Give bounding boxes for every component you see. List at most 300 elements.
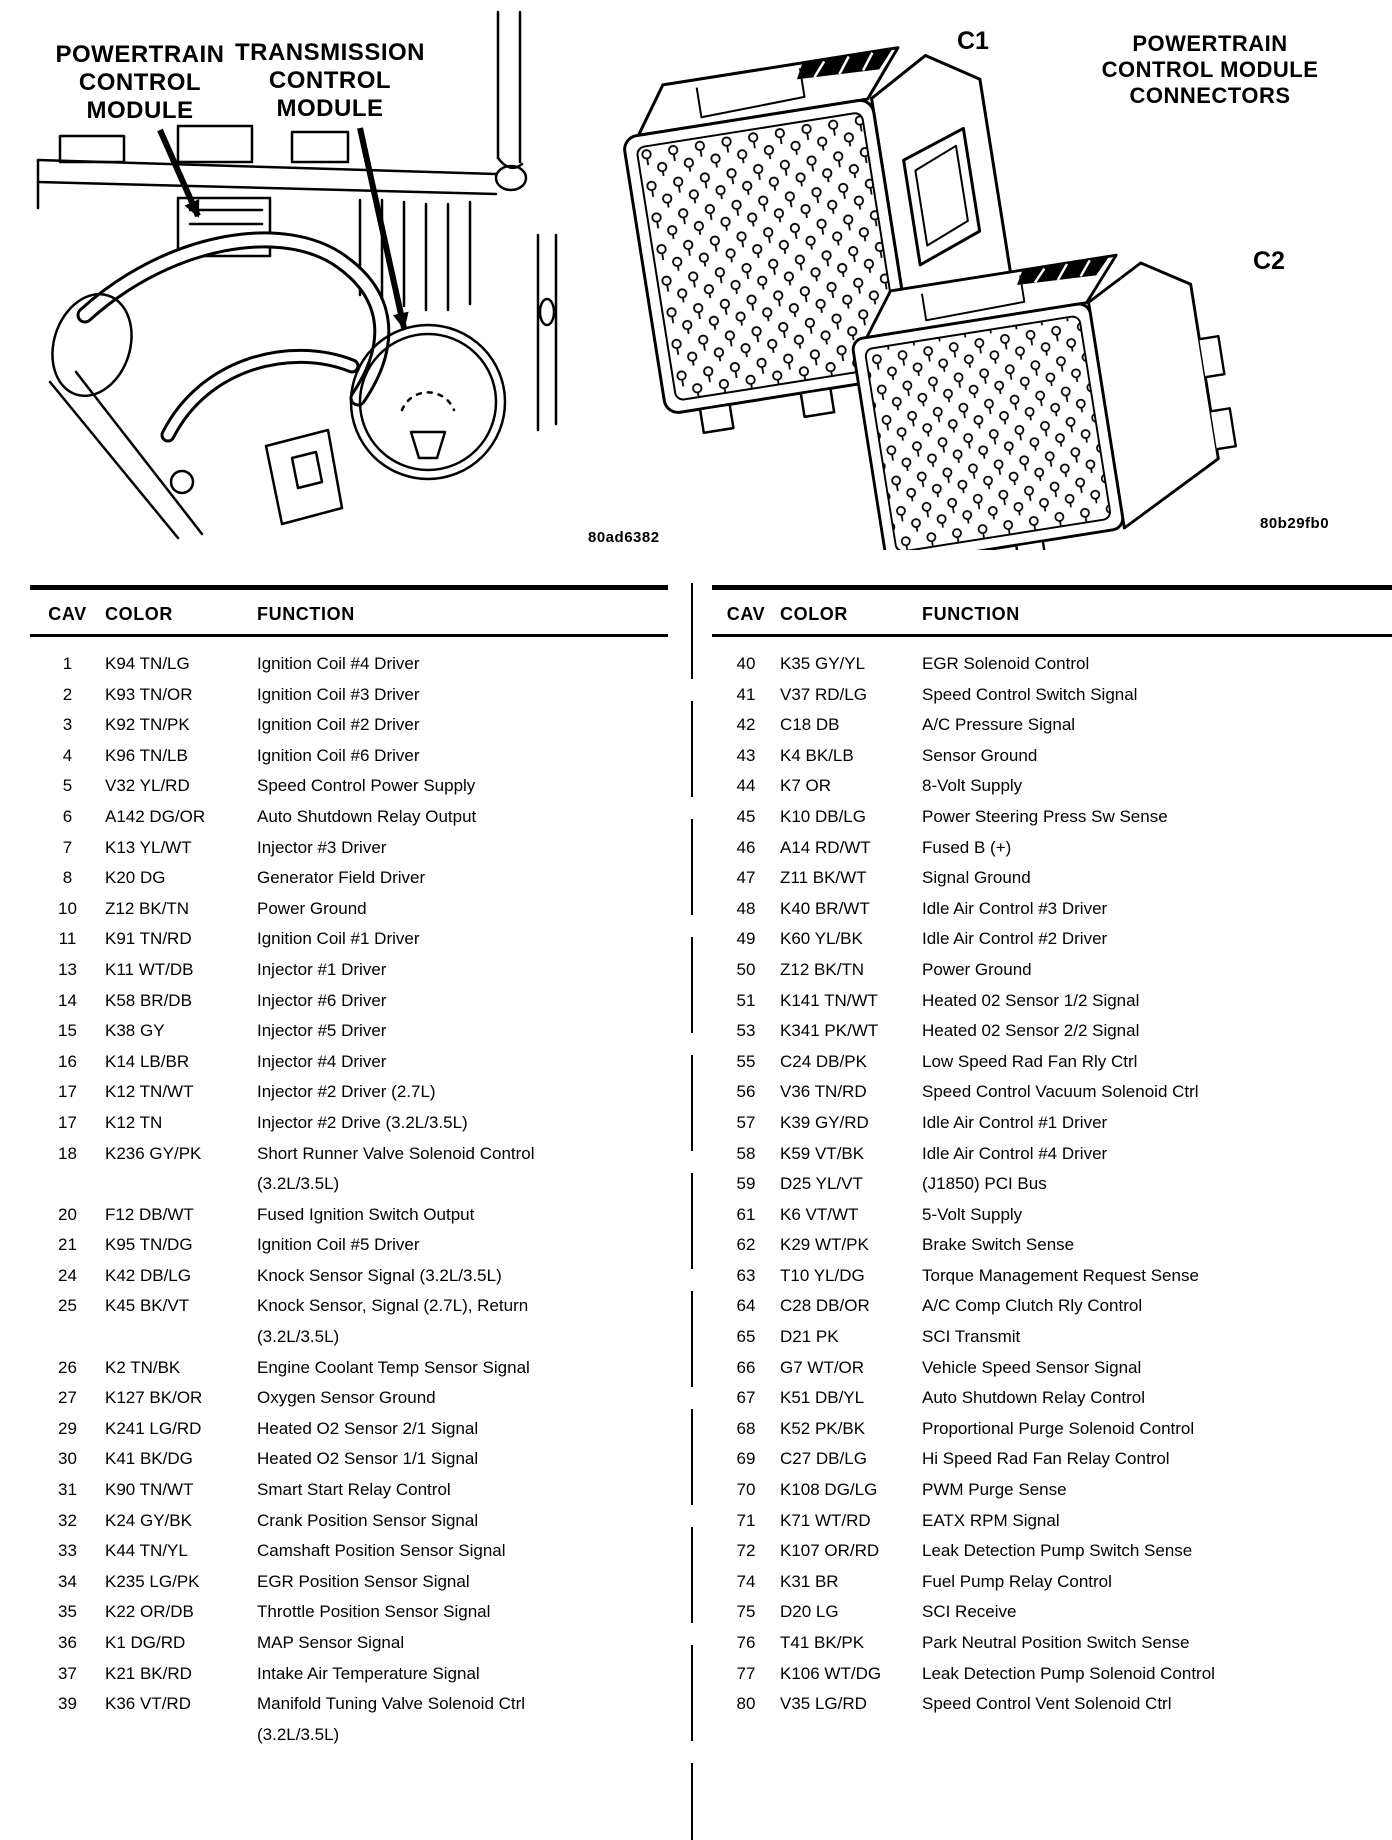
function-text: Heated O2 Sensor 1/1 Signal (257, 1449, 479, 1469)
function-text: Low Speed Rad Fan Rly Ctrl (922, 1051, 1138, 1071)
function-cell (922, 955, 1392, 986)
function-cell (257, 1047, 668, 1078)
wire-color: K11 WT/DB (105, 959, 194, 979)
function-text: EATX RPM Signal (922, 1510, 1060, 1530)
cav-value: 70 (736, 1480, 756, 1500)
function-text: Speed Control Vacuum Solenoid Ctrl (922, 1082, 1199, 1102)
function-text: Idle Air Control #1 Driver (922, 1112, 1108, 1132)
cav-value: 66 (736, 1357, 756, 1377)
table-row (30, 1139, 668, 1200)
wire-color: K44 TN/YL (105, 1541, 188, 1561)
function-cell (257, 1261, 668, 1292)
function-cell (922, 1291, 1392, 1322)
wire-color: K41 BK/DG (105, 1449, 193, 1469)
engine-bay-drawing (30, 10, 678, 550)
table-row (30, 1414, 668, 1445)
wire-color: D25 YL/VT (780, 1174, 863, 1194)
table-row (712, 1077, 1392, 1108)
header-cav: CAV (48, 604, 87, 624)
cav-value: 32 (58, 1510, 77, 1530)
table-row (30, 833, 668, 864)
table-row (712, 1016, 1392, 1047)
table-header (30, 590, 668, 634)
function-cell (257, 1689, 668, 1750)
cav-value: 76 (736, 1633, 756, 1652)
table-row (30, 680, 668, 711)
cav-value: 41 (736, 684, 756, 704)
table-row (30, 1383, 668, 1414)
function-text: Power Ground (922, 959, 1032, 979)
cav-value: 8 (62, 868, 73, 888)
function-cell (922, 1200, 1392, 1231)
table-row (712, 1139, 1392, 1170)
wire-color: K10 DB/LG (780, 806, 866, 826)
function-cell (922, 1383, 1392, 1414)
function-cell (257, 1016, 668, 1047)
function-cell (257, 1567, 668, 1598)
wire-color: K39 GY/RD (780, 1112, 869, 1132)
function-text: Torque Management Request Sense (922, 1265, 1199, 1285)
function-cell (257, 1506, 668, 1537)
figure-number-left: 80ad6382 (588, 529, 660, 546)
function-text: Intake Air Temperature Signal (257, 1663, 480, 1683)
cav-value: 34 (58, 1571, 77, 1591)
wire-color: Z11 BK/WT (780, 868, 867, 888)
wire-color: K40 BR/WT (780, 898, 870, 918)
wire-color: K95 TN/DG (105, 1235, 193, 1255)
table-row (712, 1475, 1392, 1506)
wire-color: K45 BK/VT (105, 1296, 190, 1316)
cav-value: 21 (58, 1235, 77, 1255)
table-row (712, 1689, 1392, 1720)
table-row (712, 1291, 1392, 1322)
function-text: SCI Receive (922, 1602, 1017, 1622)
function-text: A/C Comp Clutch Rly Control (922, 1296, 1143, 1316)
function-cell (922, 1108, 1392, 1139)
function-cell (922, 1536, 1392, 1567)
cav-value: 37 (58, 1663, 77, 1683)
table-row (30, 1261, 668, 1292)
wire-color: C18 DB (780, 715, 840, 735)
function-text: Smart Start Relay Control (257, 1480, 451, 1500)
function-text: Ignition Coil #1 Driver (257, 929, 420, 949)
function-text: Short Runner Valve Solenoid Control (257, 1143, 535, 1163)
wire-color: K93 TN/OR (105, 684, 193, 704)
wire-color: G7 WT/OR (780, 1357, 865, 1377)
svg-text:POWERTRAIN: POWERTRAIN (1132, 31, 1288, 56)
wire-color: K38 GY (105, 1021, 165, 1041)
function-cell (257, 863, 668, 894)
wire-color: K236 GY/PK (105, 1143, 202, 1163)
function-text: Crank Position Sensor Signal (257, 1510, 479, 1530)
wire-color: D21 PK (780, 1327, 839, 1347)
function-text: Idle Air Control #4 Driver (922, 1143, 1108, 1163)
cav-value: 3 (62, 715, 73, 735)
function-cell (257, 894, 668, 925)
function-cell (257, 1291, 668, 1352)
function-text: Power Steering Press Sw Sense (922, 806, 1168, 826)
function-text: Fused Ignition Switch Output (257, 1204, 475, 1224)
wire-color: K71 WT/RD (780, 1510, 871, 1530)
cav-value: 6 (62, 806, 73, 826)
function-cell (257, 1139, 668, 1200)
figure-number-right: 80b29fb0 (1260, 515, 1330, 532)
figure-pcm-connectors (615, 5, 1392, 550)
function-text: Ignition Coil #2 Driver (257, 715, 420, 735)
cav-value: 44 (736, 776, 756, 796)
table-row (712, 741, 1392, 772)
wire-color: K90 TN/WT (105, 1480, 194, 1500)
pinout-table-c2 (712, 585, 1392, 1720)
cav-value: 27 (58, 1388, 77, 1408)
table-row (712, 1108, 1392, 1139)
function-text: Speed Control Power Supply (257, 776, 476, 796)
function-cell (922, 894, 1392, 925)
svg-text:POWERTRAIN: POWERTRAIN (55, 41, 225, 68)
table-row (712, 680, 1392, 711)
cav-value: 20 (58, 1204, 77, 1224)
function-text: Auto Shutdown Relay Output (257, 806, 477, 826)
table-row (30, 1475, 668, 1506)
function-cell (257, 1628, 668, 1659)
header-cav: CAV (726, 604, 766, 624)
cav-value: 14 (58, 990, 77, 1010)
function-text: Power Ground (257, 898, 367, 918)
wire-color: K341 PK/WT (780, 1021, 879, 1041)
function-cell (922, 1139, 1392, 1170)
table-row (30, 1230, 668, 1261)
function-cell (922, 1077, 1392, 1108)
table-row (712, 986, 1392, 1017)
cav-value: 53 (736, 1021, 756, 1041)
function-text: Idle Air Control #2 Driver (922, 929, 1108, 949)
table-row (712, 802, 1392, 833)
cav-value: 35 (58, 1602, 77, 1622)
table-row (30, 802, 668, 833)
wire-color: K59 VT/BK (780, 1143, 865, 1163)
cav-value: 71 (736, 1510, 756, 1530)
cav-value: 61 (736, 1204, 756, 1224)
cav-value: 16 (58, 1051, 77, 1071)
function-cell (922, 1444, 1392, 1475)
wire-color: K21 BK/RD (105, 1663, 192, 1683)
cav-value: 57 (736, 1112, 756, 1132)
function-text: Heated 02 Sensor 2/2 Signal (922, 1021, 1140, 1041)
table-row (712, 1659, 1392, 1690)
function-text: PWM Purge Sense (922, 1480, 1067, 1500)
wire-color: K29 WT/PK (780, 1235, 869, 1255)
wire-color: V36 TN/RD (780, 1082, 867, 1102)
wire-color: K107 OR/RD (780, 1541, 880, 1561)
function-text: Proportional Purge Solenoid Control (922, 1418, 1195, 1438)
function-text: Injector #3 Driver (257, 837, 387, 857)
function-text: Fused B (+) (922, 837, 1012, 857)
header-color: COLOR (780, 604, 848, 624)
function-cell (257, 833, 668, 864)
cav-value: 56 (736, 1082, 756, 1102)
function-text: Knock Sensor Signal (3.2L/3.5L) (257, 1265, 502, 1285)
function-text: Oxygen Sensor Ground (257, 1388, 436, 1408)
wire-color: V32 YL/RD (105, 776, 190, 796)
wire-color: K24 GY/BK (105, 1510, 192, 1530)
function-cell (257, 1108, 668, 1139)
table-row (30, 1077, 668, 1108)
wire-color: K91 TN/RD (105, 929, 192, 949)
function-cell (922, 986, 1392, 1017)
wire-color: K58 BR/DB (105, 990, 192, 1010)
function-cell (257, 924, 668, 955)
wire-color: K35 GY/YL (780, 654, 866, 673)
wire-color: K92 TN/PK (105, 715, 190, 735)
function-cell (922, 802, 1392, 833)
wire-color: K60 YL/BK (780, 929, 863, 949)
function-cell (922, 771, 1392, 802)
function-cell (922, 741, 1392, 772)
table-row (30, 1597, 668, 1628)
wire-color: K42 DB/LG (105, 1265, 191, 1285)
wire-color: A142 DG/OR (105, 806, 206, 826)
function-cell (922, 1567, 1392, 1598)
powertrain-control-module-label (56, 41, 225, 124)
cav-value: 69 (736, 1449, 756, 1469)
cav-value: 77 (736, 1663, 756, 1683)
table-row (30, 1689, 668, 1750)
table-row (712, 924, 1392, 955)
function-text: Camshaft Position Sensor Signal (257, 1541, 506, 1561)
table-row (30, 710, 668, 741)
wire-color: K96 TN/LB (105, 745, 188, 765)
connectors-drawing (615, 5, 1392, 550)
table-row (30, 1108, 668, 1139)
function-cell (922, 1659, 1392, 1690)
cav-value: 4 (62, 745, 73, 765)
wire-color: K20 DG (105, 868, 166, 888)
table-row (712, 1444, 1392, 1475)
function-cell (257, 649, 668, 680)
function-text: Injector #1 Driver (257, 959, 387, 979)
function-cell (922, 1169, 1392, 1200)
table-row (30, 1047, 668, 1078)
table-body (712, 637, 1392, 1720)
wire-color: K12 TN (105, 1112, 163, 1132)
connector-c2-drawing (845, 241, 1249, 550)
function-cell (922, 924, 1392, 955)
function-cell (257, 1536, 668, 1567)
wire-color: K94 TN/LG (105, 654, 190, 673)
table-header (712, 590, 1392, 634)
wire-color: C28 DB/OR (780, 1296, 870, 1316)
cav-value: 68 (736, 1418, 756, 1438)
table-row (30, 771, 668, 802)
cav-value: 80 (736, 1694, 756, 1714)
svg-text:CONTROL: CONTROL (268, 67, 392, 94)
cav-value: 29 (58, 1418, 77, 1438)
cav-value: 51 (736, 990, 756, 1010)
header-function: FUNCTION (257, 604, 355, 624)
table-row (712, 894, 1392, 925)
cav-value: 62 (736, 1235, 756, 1255)
svg-text:MODULE: MODULE (86, 97, 194, 124)
function-cell (922, 1016, 1392, 1047)
function-text: Auto Shutdown Relay Control (922, 1388, 1146, 1408)
wire-color: K22 OR/DB (105, 1602, 194, 1622)
table-row (30, 955, 668, 986)
table-row (712, 1414, 1392, 1445)
wire-color: V37 RD/LG (780, 684, 867, 704)
function-cell (257, 710, 668, 741)
function-cell (922, 1230, 1392, 1261)
cav-value: 67 (736, 1388, 756, 1408)
function-cell (922, 1689, 1392, 1720)
wire-color: T41 BK/PK (780, 1633, 865, 1652)
wire-color: Z12 BK/TN (105, 898, 190, 918)
function-text: Ignition Coil #3 Driver (257, 684, 420, 704)
function-cell (922, 863, 1392, 894)
table-row (712, 1536, 1392, 1567)
function-cell (922, 1628, 1392, 1659)
table-row (30, 1659, 668, 1690)
function-cell (922, 680, 1392, 711)
svg-text:TRANSMISSION: TRANSMISSION (234, 39, 426, 66)
cav-value: 55 (736, 1051, 756, 1071)
cav-value: 64 (736, 1296, 756, 1316)
function-text: Brake Switch Sense (922, 1235, 1075, 1255)
cav-value: 31 (58, 1480, 77, 1500)
table-row (30, 924, 668, 955)
table-row (30, 649, 668, 680)
table-row (30, 1353, 668, 1384)
cav-value: 17 (58, 1112, 77, 1132)
function-text: Park Neutral Position Switch Sense (922, 1633, 1190, 1652)
cav-value: 30 (58, 1449, 77, 1469)
cav-value: 47 (736, 868, 756, 888)
cav-value: 15 (58, 1021, 77, 1041)
wire-color: F12 DB/WT (105, 1204, 194, 1224)
cav-value: 26 (58, 1357, 77, 1377)
wire-color: K4 BK/LB (780, 745, 854, 765)
function-text: Knock Sensor, Signal (2.7L), Return (257, 1296, 529, 1316)
function-text: Generator Field Driver (257, 868, 426, 888)
function-text: Injector #6 Driver (257, 990, 387, 1010)
function-cell (257, 1077, 668, 1108)
function-cell (922, 1506, 1392, 1537)
wire-color: K7 OR (780, 776, 832, 796)
wire-color: K2 TN/BK (105, 1357, 181, 1377)
function-text: Speed Control Vent Solenoid Ctrl (922, 1694, 1172, 1714)
figure-engine-bay (30, 10, 678, 550)
header-function: FUNCTION (922, 604, 1020, 624)
wire-color: K36 VT/RD (105, 1694, 191, 1714)
table-row (712, 1169, 1392, 1200)
cav-value: 39 (58, 1694, 77, 1714)
table-row (712, 1353, 1392, 1384)
function-text: 8-Volt Supply (922, 776, 1023, 796)
svg-text:CONTROL MODULE: CONTROL MODULE (1101, 57, 1319, 82)
function-cell (922, 833, 1392, 864)
function-text: Idle Air Control #3 Driver (922, 898, 1108, 918)
cav-value: 43 (736, 745, 756, 765)
function-cell (257, 1200, 668, 1231)
function-continuation: (3.2L/3.5L) (257, 1327, 340, 1347)
wire-color: K241 LG/RD (105, 1418, 202, 1438)
header-color: COLOR (105, 604, 173, 624)
table-row (30, 1506, 668, 1537)
wire-color: V35 LG/RD (780, 1694, 867, 1714)
wire-color: C27 DB/LG (780, 1449, 867, 1469)
svg-text:CONNECTORS: CONNECTORS (1129, 83, 1291, 108)
function-text: Signal Ground (922, 868, 1031, 888)
wire-color: K1 DG/RD (105, 1633, 186, 1652)
cav-value: 1 (62, 654, 73, 673)
cav-value: 17 (58, 1082, 77, 1102)
function-text: Ignition Coil #4 Driver (257, 654, 420, 673)
cav-value: 36 (58, 1633, 77, 1652)
function-text: A/C Pressure Signal (922, 715, 1076, 735)
function-cell (922, 1597, 1392, 1628)
connector-c1-label: C1 (957, 27, 989, 55)
function-text: Sensor Ground (922, 745, 1038, 765)
connectors-heading (1102, 31, 1319, 108)
cav-value: 45 (736, 806, 756, 826)
wire-color: K51 DB/YL (780, 1388, 865, 1408)
function-text: Heated 02 Sensor 1/2 Signal (922, 990, 1140, 1010)
function-cell (257, 680, 668, 711)
cav-value: 10 (58, 898, 77, 918)
table-row (30, 1200, 668, 1231)
wire-color: K52 PK/BK (780, 1418, 866, 1438)
function-text: Hi Speed Rad Fan Relay Control (922, 1449, 1170, 1469)
wire-color: K141 TN/WT (780, 990, 878, 1010)
function-cell (922, 1475, 1392, 1506)
column-divider (691, 583, 693, 1840)
function-cell (922, 710, 1392, 741)
cav-value: 2 (62, 684, 73, 704)
function-text: MAP Sensor Signal (257, 1633, 405, 1652)
wire-color: T10 YL/DG (780, 1265, 865, 1285)
table-row (712, 1383, 1392, 1414)
cav-value: 18 (58, 1143, 77, 1163)
table-row (712, 771, 1392, 802)
function-text: Fuel Pump Relay Control (922, 1571, 1112, 1591)
wire-color: K106 WT/DG (780, 1663, 882, 1683)
cav-value: 75 (736, 1602, 756, 1622)
function-text: Injector #2 Driver (2.7L) (257, 1082, 436, 1102)
function-continuation: (3.2L/3.5L) (257, 1174, 340, 1194)
cav-value: 33 (58, 1541, 77, 1561)
function-text: Ignition Coil #5 Driver (257, 1235, 420, 1255)
table-row (712, 1047, 1392, 1078)
pinout-table-c1 (30, 585, 668, 1750)
table-row (30, 1567, 668, 1598)
cav-value: 5 (62, 776, 73, 796)
cav-value: 11 (58, 929, 77, 949)
svg-text:MODULE: MODULE (276, 95, 384, 122)
wire-color: K108 DG/LG (780, 1480, 878, 1500)
function-cell (257, 1353, 668, 1384)
function-cell (922, 1414, 1392, 1445)
table-row (30, 1444, 668, 1475)
table-row (712, 1597, 1392, 1628)
function-cell (922, 649, 1392, 680)
function-cell (257, 1414, 668, 1445)
function-cell (257, 1659, 668, 1690)
function-text: Vehicle Speed Sensor Signal (922, 1357, 1142, 1377)
table-row (30, 1291, 668, 1352)
cav-value: 58 (736, 1143, 756, 1163)
table-row (712, 710, 1392, 741)
cav-value: 65 (736, 1327, 756, 1347)
wire-color: A14 RD/WT (780, 837, 871, 857)
